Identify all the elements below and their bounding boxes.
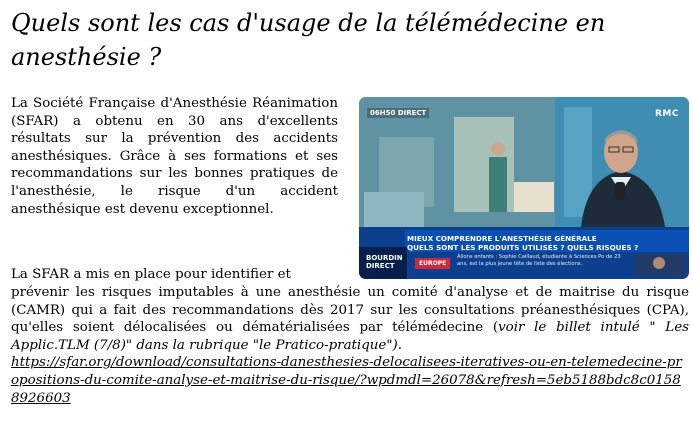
video-headline-line2: QUELS SONT LES PRODUITS UTILISÉS ? QUELS RISQUES ? [407,243,639,252]
show-logo-line2: DIRECT [366,262,395,270]
show-logo [366,254,403,270]
channel-logo: RMC [655,109,679,119]
sfar-download-link[interactable]: https://sfar.org/download/consultations-danesthesies-delocalisees-iteratives-ou-en-telemedecine-propositions-du-comite-analyse-et-maitrise-du-risque/?wpdmdl=26078&refresh=5eb5188bdc8c01588926603 [11,355,682,406]
page-title: Quels sont les cas d'usage de la télémédecine en anesthésie ? [11,9,606,71]
paragraph-sfar-intro: La Société Française d'Anesthésie Réanimation (SFAR) a obtenu en 30 ans d'excellents résultats sur la prévention des accidents anesthésiques. Grâce à ses formations et ses recommandations sur les bonnes pratiques de l'anesthésie, le risque d'un accident anesthésique est devenu exceptionnel. [11,96,338,217]
billet-reference: voir le billet intulé " Les Applic.TLM (7/8)" dans la rubrique "le Pratico-pratique"). [11,320,689,353]
show-logo-line1: BOURDIN [366,254,403,262]
paragraph-camr-text: prévenir les risques imputables à une anesthésie un comité d'analyse et de maitrise du risque (CAMR) qui a fait des recommandations dès 2017 sur les consultations préanesthésiques (CPA), qu'elles soient délocalisées ou dématérialisées par télémédecine ( [11,285,689,336]
video-thumbnail[interactable] [359,97,689,279]
video-headline-line1: MIEUX COMPRENDRE L'ANESTHÉSIE GÉNÉRALE [407,234,597,243]
news-ticker: Allons enfants : Sophie Caillaud, étudiante à Sciences Po de 23 ans, est la plus jeune tête de liste des élections. [457,254,621,267]
paragraph-camr-first-line: La SFAR a mis en place pour identifier et [11,267,291,282]
paragraph-camr [11,284,689,407]
news-tag: EUROPE [415,258,450,269]
live-time-badge: 06H50 DIRECT [367,108,429,118]
video-headline [407,234,647,252]
